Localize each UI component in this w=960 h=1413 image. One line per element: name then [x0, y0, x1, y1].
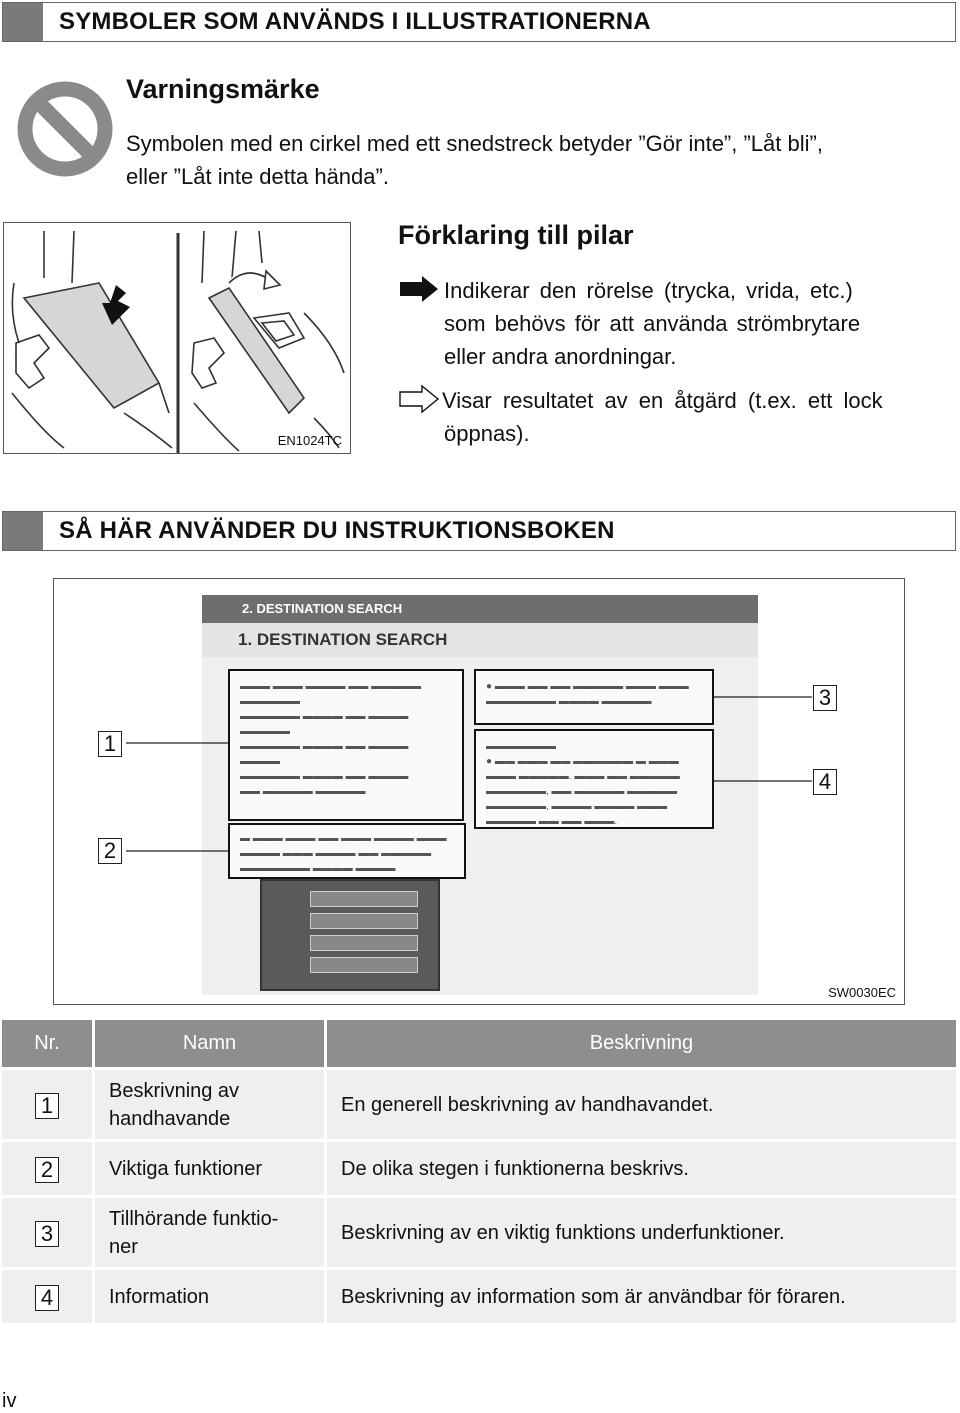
outline-arrow-text-line2: öppnas). [444, 421, 530, 446]
section-header-instructions [2, 511, 956, 551]
warning-heading: Varningsmärke [126, 74, 320, 104]
table-header-row [2, 1020, 956, 1067]
row-description: En generell beskrivning av handhavandet. [327, 1067, 956, 1139]
blurred-text: ▬ ▬▬▬ ▬▬▬ ▬▬ ▬▬▬ ▬▬▬▬ ▬▬▬ ▬▬▬▬ ▬▬▬ ▬▬▬▬ ▬▬ ▬▬▬▬▬ ▬▬▬▬▬▬▬ ▬▬▬▬ ▬▬▬▬ [240, 833, 447, 874]
example-header-big: 1. DESTINATION SEARCH [238, 630, 448, 649]
illustration-code: EN1024TC [277, 433, 342, 448]
blurred-text: ▬▬▬▬▬▬▬ ● ▬▬ ▬▬▬ ▬▬ ▬▬▬▬▬▬ ▬ ▬▬▬ ▬▬▬ ▬▬▬▬▬. ▬▬▬ ▬▬ ▬▬▬▬▬ ▬▬▬▬▬▬, ▬▬ ▬▬▬▬▬ ▬▬▬▬▬ ▬▬▬▬▬▬, ▬▬▬▬ ▬▬▬▬ ▬▬▬ ▬▬▬▬▬ ▬▬ ▬▬ ▬▬▬. [486, 741, 680, 827]
section-title: SYMBOLER SOM ANVÄNDS I ILLUSTRATIONERNA [59, 8, 651, 35]
solid-arrow-text-line3: eller andra anordningar. [444, 344, 677, 369]
prohibition-icon [16, 80, 114, 178]
warning-text-line2: eller ”Låt inte detta hända”. [126, 164, 389, 189]
row-number: 1 [35, 1093, 59, 1119]
outline-arrow-icon [398, 384, 440, 414]
row-name: Information [95, 1267, 327, 1323]
solid-arrow-icon [398, 274, 440, 304]
section-tab [3, 3, 43, 41]
row-name: handhavande [109, 1107, 231, 1130]
solid-arrow-text-line2: som behövs för att använda strömbrytare [444, 311, 861, 336]
description-table [2, 1020, 956, 1323]
row-description: Beskrivning av en viktig funktions underfunktioner. [327, 1195, 956, 1267]
arrows-heading: Förklaring till pilar [398, 220, 634, 250]
blurred-text: ▬▬▬ ▬▬▬ ▬▬▬▬ ▬▬ ▬▬▬▬▬ ▬▬▬▬▬▬ ▬▬▬▬▬▬ ▬▬▬▬ ▬▬ ▬▬▬▬ ▬▬▬▬▬ ▬▬▬▬▬▬ ▬▬▬▬ ▬▬ ▬▬▬▬ ▬▬▬▬ ▬▬▬▬▬▬ ▬▬▬▬ ▬▬ ▬▬▬▬ ▬▬ ▬▬▬▬▬ ▬▬▬▬▬ [240, 681, 422, 797]
callout-number-4: 4 [813, 769, 837, 795]
row-description: Beskrivning av information som är användbar för föraren. [327, 1267, 956, 1323]
row-name: Tillhörande funktio- [109, 1207, 279, 1230]
callout-number-1: 1 [98, 731, 122, 757]
table-row [2, 1067, 956, 1139]
table-row [2, 1139, 956, 1195]
solid-arrow-text-line1: Indikerar den rörelse (trycka, vrida, etc.) [444, 278, 853, 303]
column-header-nr: Nr. [2, 1020, 95, 1067]
section-header-symbols [2, 2, 956, 42]
table-row [2, 1195, 956, 1267]
example-header-small: 2. DESTINATION SEARCH [242, 601, 403, 616]
callout-number-3: 3 [813, 685, 837, 711]
screenshot-code: SW0030EC [828, 985, 896, 1000]
row-description: De olika stegen i funktionerna beskrivs. [327, 1139, 956, 1195]
column-header-description: Beskrivning [327, 1020, 956, 1067]
section-title: SÅ HÄR ANVÄNDER DU INSTRUKTIONSBOKEN [59, 517, 615, 544]
table-row [2, 1267, 956, 1323]
console-drawing [4, 223, 351, 454]
row-number: 3 [35, 1221, 59, 1247]
outline-arrow-text-line1: Visar resultatet av en åtgärd (t.ex. ett lock [442, 388, 883, 413]
row-number: 2 [35, 1157, 59, 1183]
page-number: iv [2, 1390, 17, 1412]
manual-page-example [53, 578, 905, 1005]
console-illustration [3, 222, 351, 454]
section-tab [3, 512, 43, 550]
row-name: Beskrivning av [109, 1079, 240, 1102]
row-number: 4 [35, 1285, 59, 1311]
row-name: Viktiga funktioner [95, 1139, 327, 1195]
callout-number-2: 2 [98, 838, 122, 864]
blurred-text: ● ▬▬▬ ▬▬ ▬▬ ▬▬▬▬▬ ▬▬▬ ▬▬▬ ▬▬▬▬▬▬▬ ▬▬▬▬ ▬▬▬▬▬ [486, 681, 689, 707]
callout-lines [54, 579, 905, 1005]
row-name: ner [109, 1235, 138, 1258]
column-header-name: Namn [95, 1020, 327, 1067]
warning-text-line1: Symbolen med en cirkel med ett snedstreck betyder ”Gör inte”, ”Låt bli”, [126, 131, 823, 156]
